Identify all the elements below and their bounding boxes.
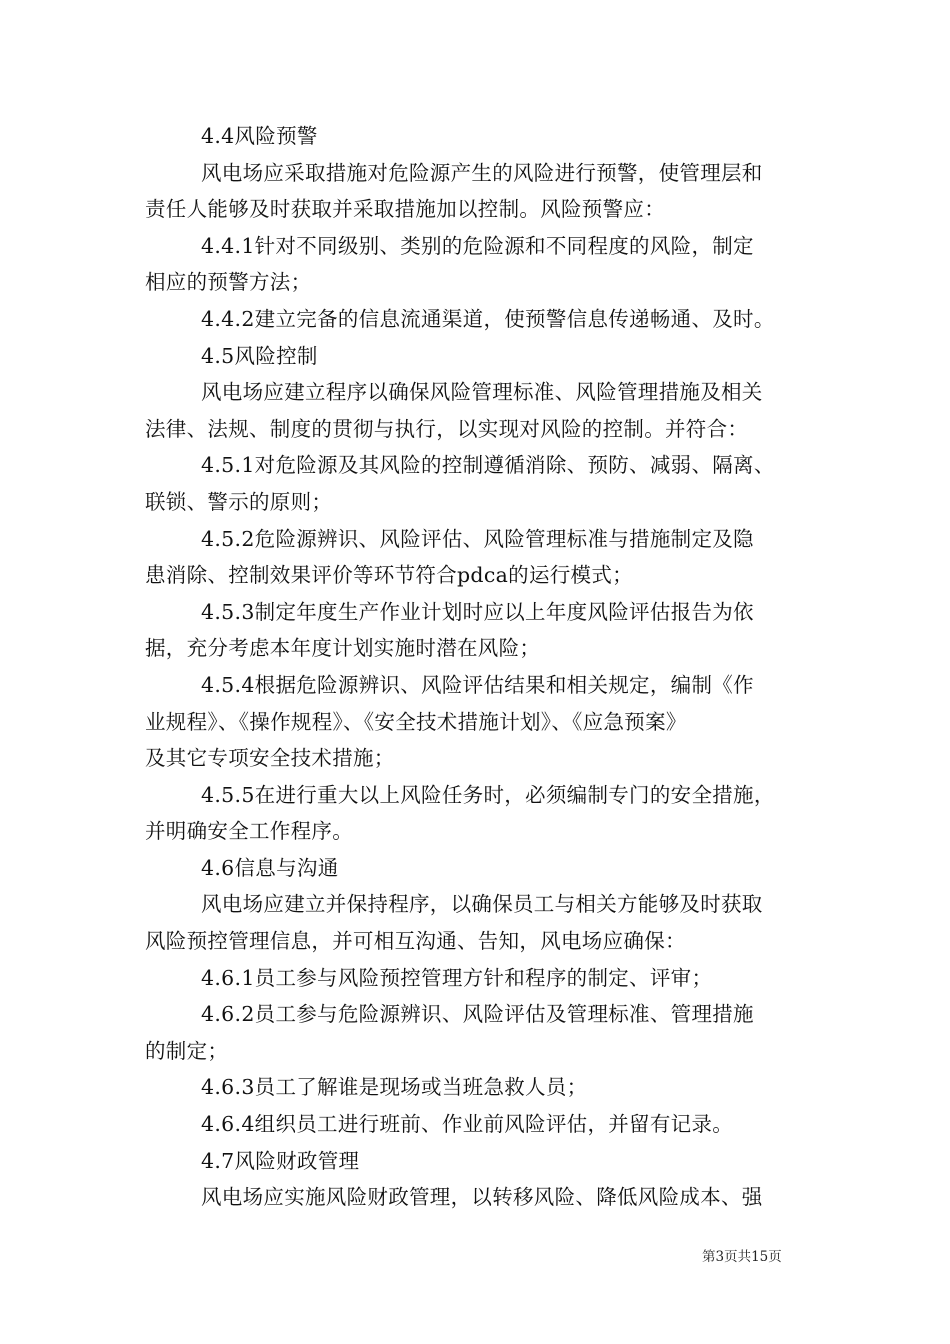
paragraph-line: 4.4.1针对不同级别、类别的危险源和不同程度的风险，制定: [201, 233, 754, 258]
paragraph-line: 4.4.2建立完备的信息流通渠道，使预警信息传递畅通、及时。: [201, 306, 775, 331]
paragraph-line: 4.5.2危险源辨识、风险评估、风险管理标准与措施制定及隐: [201, 526, 754, 551]
paragraph-line: 风电场应实施风险财政管理，以转移风险、降低风险成本、强: [201, 1185, 763, 1210]
document-body: [145, 118, 815, 1216]
paragraph-line: 4.5.5在进行重大以上风险任务时，必须编制专门的安全措施，: [201, 782, 775, 807]
paragraph-line: 法律、法规、制度的贯彻与执行，以实现对风险的控制。并符合：: [145, 416, 749, 441]
paragraph-line: 4.6.4组织员工进行班前、作业前风险评估，并留有记录。: [201, 1112, 734, 1137]
paragraph-line: 风险预控管理信息，并可相互沟通、告知，风电场应确保：: [145, 929, 686, 954]
paragraph-line: 4.6.2员工参与危险源辨识、风险评估及管理标准、管理措施: [201, 1002, 754, 1027]
paragraph-line: 联锁、警示的原则；: [145, 489, 333, 514]
paragraph-line: 风电场应建立程序以确保风险管理标准、风险管理措施及相关: [201, 380, 763, 405]
paragraph-line: 并明确安全工作程序。: [145, 819, 353, 844]
page-number-footer: 第3页共15页: [702, 1249, 782, 1265]
paragraph-line: 4.6.3员工了解谁是现场或当班急救人员；: [201, 1075, 588, 1100]
section-heading: 4.5风险控制: [201, 343, 318, 368]
paragraph-line: 及其它专项安全技术措施；: [145, 746, 395, 771]
paragraph-line: 患消除、控制效果评价等环节符合pdca的运行模式；: [145, 563, 633, 588]
paragraph-line: 4.5.3制定年度生产作业计划时应以上年度风险评估报告为依: [201, 599, 754, 624]
section-heading: 4.6信息与沟通: [201, 855, 339, 880]
paragraph-line: 据，充分考虑本年度计划实施时潜在风险；: [145, 636, 541, 661]
section-heading: 4.7风险财政管理: [201, 1148, 360, 1173]
section-heading: 4.4风险预警: [201, 124, 318, 148]
paragraph-line: 相应的预警方法；: [145, 270, 312, 295]
paragraph-line: 业规程》、《操作规程》、《安全技术措施计划》、《应急预案》: [145, 709, 687, 734]
paragraph-line: 风电场应建立并保持程序，以确保员工与相关方能够及时获取: [201, 892, 763, 917]
paragraph-line: 的制定；: [145, 1038, 229, 1063]
paragraph-line: 4.6.1员工参与风险预控管理方针和程序的制定、评审；: [201, 965, 713, 990]
paragraph-line: 风电场应采取措施对危险源产生的风险进行预警，使管理层和: [201, 160, 763, 185]
paragraph-line: 4.5.1对危险源及其风险的控制遵循消除、预防、减弱、隔离、: [201, 453, 775, 478]
paragraph-line: 4.5.4根据危险源辨识、风险评估结果和相关规定，编制《作: [201, 672, 754, 697]
paragraph-line: 责任人能够及时获取并采取措施加以控制。风险预警应：: [145, 197, 665, 222]
